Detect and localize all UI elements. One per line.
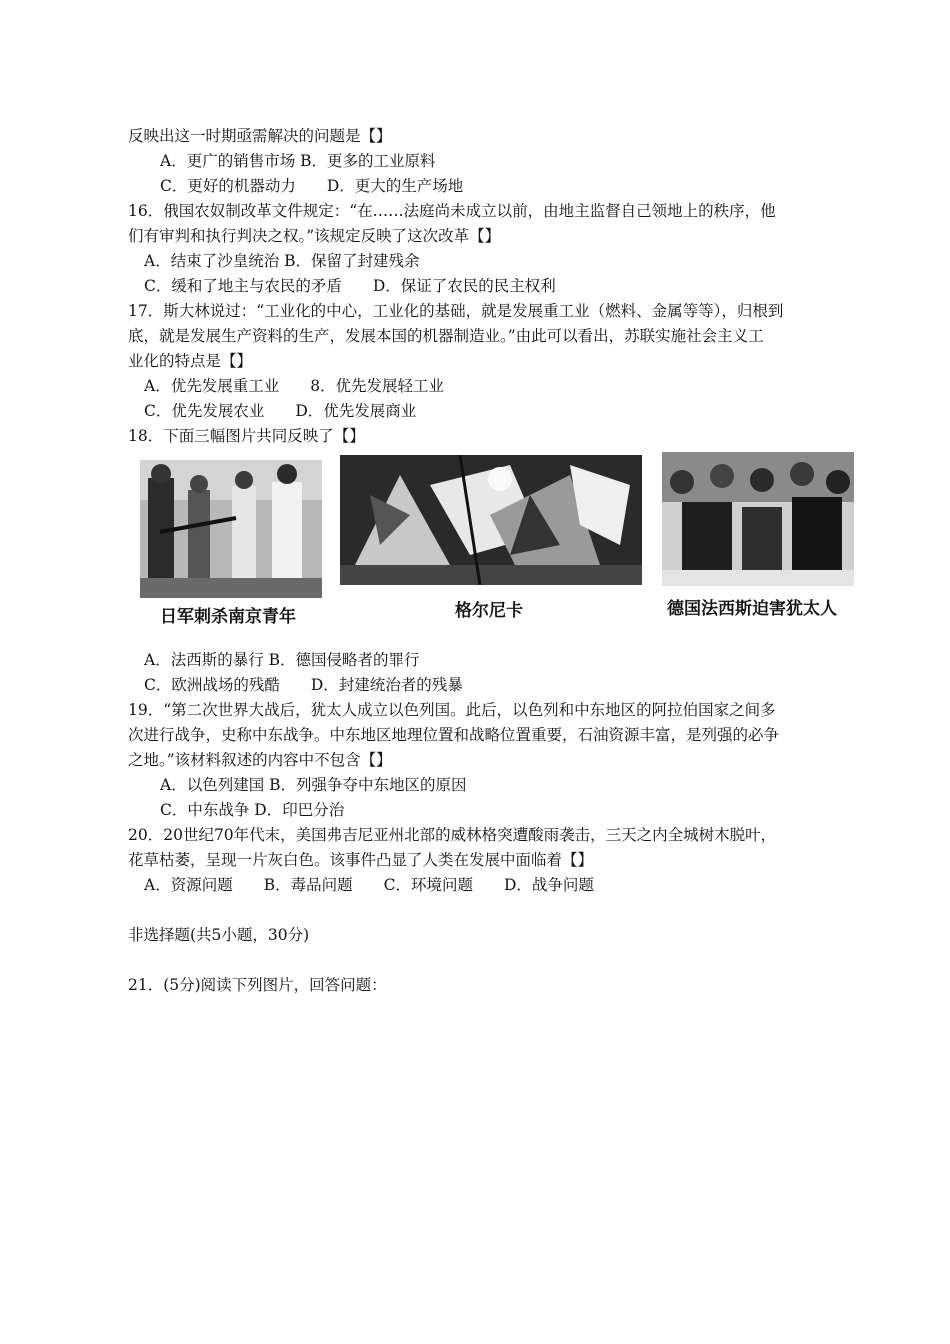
q19-stem-line1: 19．“第二次世界大战后，犹太人成立以色列国。此后，以色列和中东地区的阿拉伯国家之间多 (128, 701, 776, 719)
q15-options-cd: C．更好的机器动力 D．更大的生产场地 (160, 177, 464, 195)
q18-options-cd: C．欧洲战场的残酷 D．封建统治者的残暴 (144, 676, 463, 694)
q15-options-ab: A．更广的销售市场 B．更多的工业原料 (160, 152, 436, 170)
q17-stem-line3: 业化的特点是【】 (128, 352, 253, 370)
q17-stem-line2: 底，就是发展生产资料的生产，发展本国的机器制造业。”由此可以看出，苏联实施社会主义工 (128, 327, 764, 345)
q16-stem-line2: 们有审判和执行判决之权。”该规定反映了这次改革【】 (128, 227, 501, 245)
section-heading: 非选择题(共5小题，30分) (128, 926, 310, 944)
jews-photo (662, 452, 854, 586)
q18-stem: 18．下面三幅图片共同反映了【】 (128, 427, 365, 445)
q20-stem-line2: 花草枯萎，呈现一片灰白色。该事件凸显了人类在发展中面临着【】 (128, 851, 594, 869)
q16-options-ab: A．结束了沙皇统治 B．保留了封建残余 (144, 252, 420, 270)
q17-options-ab: A．优先发展重工业 8．优先发展轻工业 (144, 377, 445, 395)
q19-options-ab: A．以色列建国 B．列强争夺中东地区的原因 (160, 776, 467, 794)
guernica-image (340, 455, 642, 585)
q18-options-ab: A．法西斯的暴行 B．德国侵略者的罪行 (144, 651, 420, 669)
q17-options-cd: C．优先发展农业 D．优先发展商业 (144, 402, 417, 420)
guernica-caption: 格尔尼卡 (455, 601, 523, 621)
guernica-photo (340, 455, 642, 585)
q15-stem-end: 反映出这一时期亟需解决的问题是【】 (128, 127, 392, 145)
q19-options-cd: C．中东战争 D．印巴分治 (160, 801, 345, 819)
q16-stem-line1: 16．俄国农奴制改革文件规定：“在……法庭尚未成立以前，由地主监督自己领地上的秩序，他 (128, 202, 776, 220)
nanjing-photo (140, 460, 322, 598)
q20-options: A．资源问题 B．毒品问题 C．环境问题 D．战争问题 (144, 876, 594, 894)
jews-caption: 德国法西斯迫害犹太人 (667, 599, 837, 619)
q21-stem: 21．(5分)阅读下列图片，回答问题： (128, 976, 387, 994)
q16-options-cd: C．缓和了地主与农民的矛盾 D．保证了农民的民主权利 (144, 277, 556, 295)
nanjing-caption: 日军刺杀南京青年 (160, 607, 296, 627)
q17-stem-line1: 17．斯大林说过：“工业化的中心，工业化的基础，就是发展重工业（燃料、金属等等），归根到 (128, 302, 784, 320)
q19-stem-line3: 之地。”该材料叙述的内容中不包含【】 (128, 751, 392, 769)
jews-photo-image (662, 452, 854, 586)
q20-stem-line1: 20．20世纪70年代末，美国弗吉尼亚州北部的威林格突遭酸雨袭击，三天之内全城树木脱叶， (128, 826, 777, 844)
q19-stem-line2: 次进行战争，史称中东战争。中东地区地理位置和战略位置重要，石油资源丰富，是列强的必争 (128, 726, 780, 744)
nanjing-photo-image (140, 460, 322, 598)
